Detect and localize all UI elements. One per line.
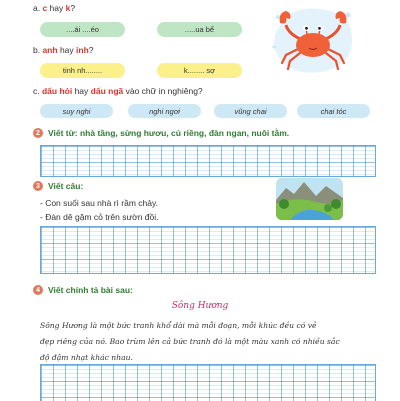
pill-c3: vũng chai: [214, 104, 287, 118]
ex1c-instruction: c. dấu hỏi hay dấu ngã vào chữ in nghiêng?: [33, 86, 203, 96]
pill-b1: tinh nh........: [40, 63, 125, 78]
dictation-line-1: Sông Hương là một bức tranh khổ dài mà mỗi đoạn, mỗi khúc đều có vẻ: [40, 321, 317, 330]
hoi-mark-label: dấu hỏi: [41, 86, 73, 96]
writing-grid-ex2[interactable]: [40, 145, 376, 177]
nga-mark-label: dấu ngã: [90, 86, 124, 96]
sentence-2: - Đàn dê gặm cỏ trên sườn đồi.: [40, 212, 159, 222]
exercise-2-title: Viết từ: nhà tầng, sừng hươu, củ riềng, đàn ngan, nuôi tằm.: [48, 128, 290, 138]
exercise-3-number: 3: [33, 181, 43, 191]
pill-c4: chai tóc: [297, 104, 370, 118]
dictation-line-3: độ đậm nhạt khác nhau.: [40, 353, 133, 362]
pill-a2: .....ua bể: [157, 22, 242, 37]
writing-grid-ex4[interactable]: [40, 364, 376, 401]
pill-c2: nghi ngơi: [128, 104, 201, 118]
pill-c1: suy nghi: [40, 104, 113, 118]
stream-landscape-icon: [276, 178, 343, 220]
sentence-1: - Con suối sau nhà rì rầm chảy.: [40, 198, 158, 208]
crab-icon: [268, 3, 358, 78]
pill-b2: k........ sợ: [157, 63, 242, 78]
rhyme-inh: inh: [76, 45, 89, 55]
poem-title: Sông Hương: [171, 301, 229, 311]
exercise-4-title: Viết chính tả bài sau:: [48, 285, 133, 295]
letter-c: c: [42, 3, 48, 13]
ex1a-instruction: a. c hay k?: [33, 3, 76, 13]
letter-k: k: [65, 3, 71, 13]
ex1b-instruction: b. anh hay inh?: [33, 45, 94, 55]
exercise-4-number: 4: [33, 285, 43, 295]
dictation-line-2: đẹp riêng của nó. Bao trùm lên cả bức tranh đó là một màu xanh có nhiều sắc: [40, 337, 340, 346]
exercise-2-number: 2: [33, 128, 43, 138]
exercise-3-title: Viết câu:: [48, 181, 84, 191]
pill-a1: ....ái ....éo: [40, 22, 125, 37]
rhyme-anh: anh: [42, 45, 58, 55]
writing-grid-ex3[interactable]: [40, 226, 376, 274]
